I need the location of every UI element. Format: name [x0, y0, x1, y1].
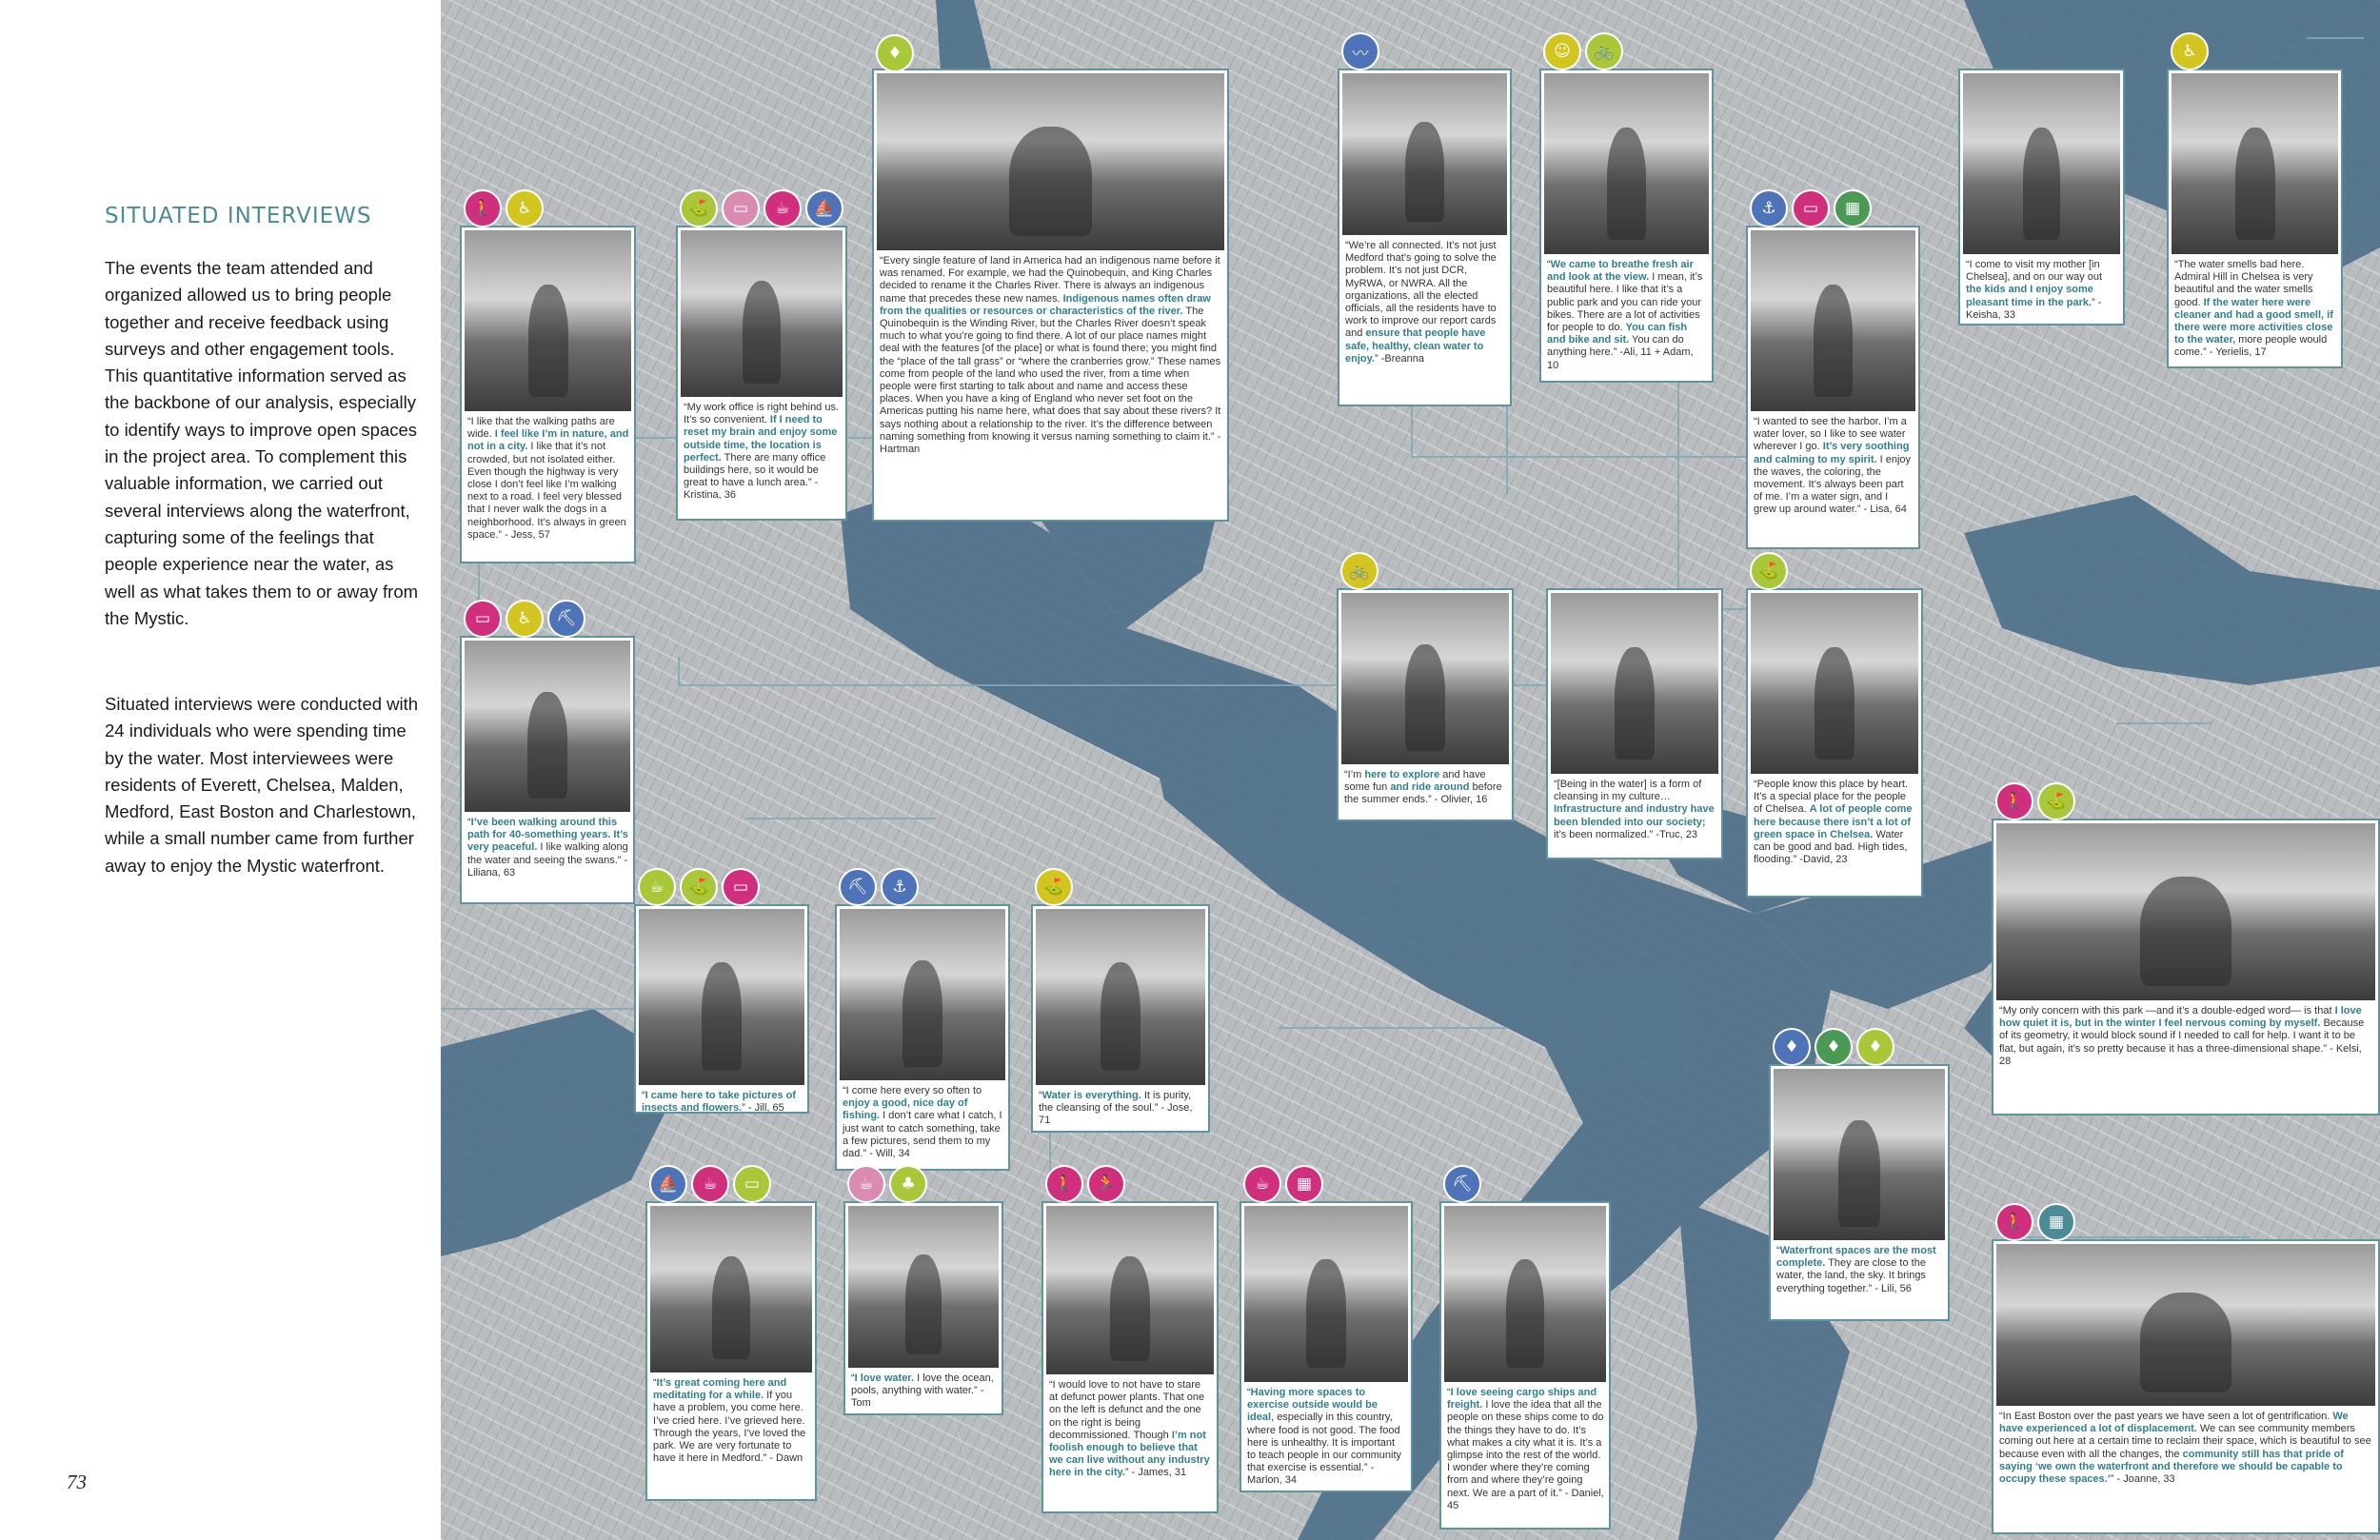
activity-icons	[876, 34, 914, 72]
interviewee-photo	[1963, 73, 2120, 254]
interview-quote: “Waterfront spaces are the most complete. They are close to the water, the land, the sky. It brings everything together.” - Lili, 56	[1776, 1245, 1936, 1294]
activity-icon: ⛏	[839, 868, 877, 906]
activity-icon: ♦	[876, 34, 914, 72]
interview-quote: “I like that the walking paths are wide. I feel like I’m in nature, and not in a city. I like that it’s not crowded, but not isolated either. Even though the highway is very close I don’t feel like I’m walking next to a road. I feel very blessed that I never walk the dogs in a neighborhood. It’s always in green space.” - Jess, 57	[467, 416, 629, 541]
interview-card	[1546, 588, 1723, 859]
activity-icon: ▦	[2037, 1203, 2075, 1241]
interviewee-photo	[465, 641, 630, 812]
interview-card	[645, 1175, 817, 1501]
activity-icons	[1773, 1028, 1894, 1066]
interview-quote: “I come to visit my mother [in Chelsea], and on our way out the kids and I enjoy some pleasant time in the park.” - Keisha, 33	[1966, 259, 2103, 321]
activity-icon: ⚓	[881, 868, 919, 906]
interview-quote: “Water is everything. It is purity, the cleansing of the soul.” - Jose, 71	[1039, 1090, 1193, 1127]
activity-icon: ☺	[1543, 32, 1581, 70]
interview-quote: “Every single feature of land in America had an indigenous name before it was renamed. For example, we had the Quinobequin, and King Charles decided to rename it the Charles River. There is always an indigenous name that precedes these new names. Indigenous names often draw from the qualities or resources or characteristics of the river. The Quinobequin is the Winding River, but the Charles River doesn’t speak much to what you’re going to find there. A lot of our place names might deal with the features [of the place] or what is found there; you might find the “place of the tall grass” or “where the cranberries grow.” These names come from people of the land who used the river, from a time when people were first starting to talk about and name and access these places. When you have a king of England who never set foot on the Americas putting his name here, what does that say about these rivers? It says nothing about a relationship to the river. It’s the difference between naming something from knowing it versus naming something to claim it.” - Hartman	[880, 255, 1221, 456]
activity-icons	[1340, 552, 1378, 590]
activity-icon: ⛳	[1750, 552, 1788, 590]
activity-icons	[1750, 189, 1872, 227]
activity-icons	[1443, 1165, 1481, 1203]
interviewee-photo	[650, 1206, 812, 1372]
interviewee-photo	[1996, 823, 2375, 1000]
interview-quote: “My only concern with this park —and it’s a double-edged word— is that I love how quiet it is, but in the winter I feel nervous coming by myself. Because of its geometry, it would block sound if I needed to call for help. I want it to be flat, but again, it’s so pretty because it has a three-dimensional shape.” - Kelsi, 28	[1999, 1005, 2365, 1067]
interview-card	[1958, 69, 2125, 326]
activity-icon: ⛳	[680, 189, 718, 227]
section-heading: SITUATED INTERVIEWS	[105, 204, 372, 228]
activity-icon: ⛵	[649, 1165, 687, 1203]
activity-icons	[1995, 1203, 2075, 1241]
activity-icons	[464, 189, 544, 227]
activity-icon: ⛳	[2037, 782, 2075, 820]
interview-card	[1041, 1175, 1219, 1513]
interview-card	[1031, 878, 1210, 1133]
activity-icon: ▭	[464, 600, 502, 638]
activity-icon: 〰	[1341, 32, 1379, 70]
activity-icons	[649, 1165, 771, 1203]
activity-icon: ⛳	[1035, 868, 1073, 906]
interview-card	[835, 878, 1010, 1171]
interviewee-photo	[1774, 1069, 1945, 1240]
interview-quote: “In East Boston over the past years we have seen a lot of gentrification. We have experienced a lot of displacement. We can see community members coming out here at a certain time to reclaim their space, which is beautiful to see because even with all the changes, the community still has that pride of saying ‘we own the waterfront and therefore we should be capable to occupy these spaces.’” - Joanne, 33	[1999, 1411, 2371, 1486]
activity-icon: 🚶	[1995, 782, 2033, 820]
interview-card	[1240, 1175, 1413, 1492]
interview-card	[460, 609, 635, 904]
interviewee-photo	[1751, 230, 1915, 411]
activity-icon: 🚶	[464, 189, 502, 227]
interview-card	[1539, 42, 1714, 383]
interview-quote: “I wanted to see the harbor. I’m a water lover, so I like to see water wherever I go. It’s very soothing and calming to my spirit. I enjoy the waves, the coloring, the movement. It’s always been part of me. I’m a water sign, and I grew up around water.” - Lisa, 64	[1754, 416, 1912, 516]
interviewee-photo	[1544, 73, 1709, 254]
interview-quote: “My work office is right behind us. It’s so convenient. If I need to reset my brain and enjoy some outside time, the location is perfect. There are many office buildings here, so it would be great to have a lunch area.” - Kristina, 36	[684, 402, 840, 502]
interview-quote: “We came to breathe fresh air and look at the view. I mean, it’s beautiful here. I like that it’s a public park and you can ride your bikes. There are a lot of activities for people to do. You can fish and bike and sit. You can do anything here.” -Ali, 11 + Adam, 10	[1547, 259, 1703, 371]
interview-card	[1746, 199, 1920, 549]
interview-quote: “The water smells bad here. Admiral Hill in Chelsea is very beautiful and the water smells good. If the water here were cleaner and had a good smell, if there were more activities close to the water, more people would come.” - Yerielis, 17	[2174, 259, 2333, 359]
interviewee-photo	[1551, 593, 1718, 774]
activity-icon: ♣	[889, 1165, 927, 1203]
interviewee-photo	[840, 909, 1005, 1080]
activity-icon: ☕	[764, 189, 802, 227]
activity-icons	[1995, 782, 2075, 820]
interview-quote: “I love seeing cargo ships and freight. I love the idea that all the people on these ships come to do the things they have to do. It’s what makes a city what it is. It’s a glimpse into the rest of the world. I wonder where they’re coming from and where they’re going next. We are a part of it.” - Daniel, 45	[1447, 1387, 1604, 1511]
activity-icon: ▭	[1792, 189, 1830, 227]
interview-quote: “We’re all connected. It’s not just Medford that’s going to solve the problem. It’s not just DCR, MyRWA, or NWRA. All the organizations, all the elected officials, all the residents have to work to improve our report cards and ensure that people have safe, healthy, clean water to enjoy.” -Breanna	[1345, 240, 1497, 365]
interviewee-photo	[1342, 73, 1507, 235]
interview-card	[460, 199, 636, 563]
activity-icon: ⚓	[1750, 189, 1788, 227]
interview-card	[1992, 1213, 2380, 1534]
interviews-paragraph: Situated interviews were conducted with 24 individuals who were spending time by the water. Most interviewees were residents of Everett, Chelsea, Malden, Medford, East Boston and Charlestown, while a small number came from further away to enjoy the Mystic waterfront.	[105, 694, 419, 876]
activity-icon: 🚶	[1045, 1165, 1083, 1203]
interviewee-photo	[2172, 73, 2338, 254]
interview-quote: “People know this place by heart. It’s a special place for the people of Chelsea. A lot of people come here because there isn’t a lot of green space in Chelsea. Water can be good and bad. High tides, flooding.” -David, 23	[1754, 779, 1913, 866]
interviewee-photo	[877, 73, 1224, 250]
activity-icon: ☕	[691, 1165, 729, 1203]
interviewee-photo	[848, 1206, 999, 1368]
activity-icons	[1750, 552, 1788, 590]
activity-icon: ▭	[722, 189, 760, 227]
interviewee-photo	[465, 230, 631, 411]
interview-card	[2167, 42, 2343, 368]
interview-quote: “I would love to not have to stare at defunct power plants. That one on the left is defunct and the one on the right is being decommissioned. Though I’m not foolish enough to believe that we can live without any industry here in the city.” - James, 31	[1049, 1379, 1210, 1479]
interview-quote: “I come here every so often to enjoy a good, nice day of fishing. I don’t care what I catch, I just want to catch something, take a few pictures, send them to my dad.” - Will, 34	[843, 1085, 1002, 1160]
activity-icon: ♦	[1815, 1028, 1853, 1066]
activity-icons	[680, 189, 843, 227]
interviewee-photo	[1341, 593, 1509, 764]
interview-card	[872, 44, 1229, 522]
activity-icon: ☕	[1243, 1165, 1281, 1203]
activity-icon: ⛏	[1443, 1165, 1481, 1203]
interview-card	[1439, 1175, 1611, 1530]
interview-card	[634, 878, 809, 1115]
intro-paragraph: The events the team attended and organized allowed us to bring people together and receive feedback using surveys and other engagement tools. This quantitative information served as the backbone of our analysis, especially to identify ways to improve open spaces in the project area. To complement this valuable information, we carried out several interviews along the waterfront, capturing some of the feelings that people experience near the water, as well as what takes them to or away from the Mystic.	[105, 258, 419, 628]
activity-icons	[1341, 32, 1379, 70]
activity-icon: ☕	[638, 868, 676, 906]
activity-icons	[1045, 1165, 1125, 1203]
activity-icon: ♿	[506, 189, 544, 227]
activity-icons	[839, 868, 919, 906]
activity-icon: ▭	[733, 1165, 771, 1203]
activity-icon: ▦	[1834, 189, 1872, 227]
interview-quote: “I’m here to explore and have some fun and ride around before the summer ends.” - Olivier, 16	[1344, 769, 1502, 806]
interviewee-photo	[1444, 1206, 1606, 1382]
interview-quote: “I came here to take pictures of insects and flowers.” - Jill, 65	[642, 1090, 797, 1115]
interview-quote: “I’ve been walking around this path for 40-something years. It’s very peaceful. I like walking along the water and seeing the swans.” - Liliana, 63	[467, 817, 628, 879]
activity-icon: 🚲	[1585, 32, 1623, 70]
interview-card	[676, 199, 847, 521]
activity-icons	[638, 868, 760, 906]
interview-card	[1992, 792, 2380, 1116]
activity-icons	[2171, 32, 2209, 70]
interview-card	[1746, 562, 1923, 898]
activity-icon: ⛳	[680, 868, 718, 906]
activity-icon: ⛵	[805, 189, 843, 227]
activity-icon: ♦	[1773, 1028, 1811, 1066]
interview-quote: “I love water. I love the ocean, pools, anything with water.” - Tom	[851, 1372, 994, 1410]
interviewee-photo	[639, 909, 804, 1085]
activity-icon: ☕	[847, 1165, 885, 1203]
activity-icon: ⛏	[547, 600, 585, 638]
interviewee-photo	[1046, 1206, 1214, 1374]
activity-icons	[1035, 868, 1073, 906]
interviewee-photo	[681, 230, 843, 397]
interview-quote: “It’s great coming here and meditating for a while. If you have a problem, you come here. I’ve cried here. I’ve grieved here. Through the years, I’ve loved the park. We are very fortunate to have it here in Medford.” - Dawn	[653, 1377, 806, 1465]
interviewee-photo	[1244, 1206, 1408, 1382]
activity-icon: 🚶	[1995, 1203, 2033, 1241]
activity-icon: ♿	[506, 600, 544, 638]
activity-icons	[1543, 32, 1623, 70]
interview-card	[843, 1175, 1003, 1415]
page-number: 73	[67, 1471, 87, 1493]
activity-icon: ♦	[1856, 1028, 1894, 1066]
interview-card	[1338, 44, 1512, 406]
interviewee-photo	[1036, 909, 1205, 1085]
activity-icon: ▭	[722, 868, 760, 906]
activity-icon: 🚲	[1340, 552, 1378, 590]
interview-quote: “Having more spaces to exercise outside would be ideal, especially in this country, where food is not good. The food here is unhealthy. It is important to teach people in our community that exercise is essential.” - Marlon, 34	[1247, 1387, 1402, 1487]
interview-card	[1337, 562, 1514, 821]
activity-icons	[847, 1165, 927, 1203]
interviewee-photo	[1751, 593, 1918, 774]
activity-icon: ♿	[2171, 32, 2209, 70]
activity-icon: 🏃	[1087, 1165, 1125, 1203]
activity-icon: ▦	[1285, 1165, 1323, 1203]
activity-icons	[464, 600, 585, 638]
interviewee-photo	[1996, 1244, 2375, 1406]
interview-quote: “[Being in the water] is a form of cleansing in my culture… Infrastructure and industry have been blended into our society; it’s been normalized.” -Truc, 23	[1554, 779, 1715, 840]
interview-card	[1769, 1037, 1950, 1321]
activity-icons	[1243, 1165, 1323, 1203]
sidebar	[0, 0, 440, 1540]
